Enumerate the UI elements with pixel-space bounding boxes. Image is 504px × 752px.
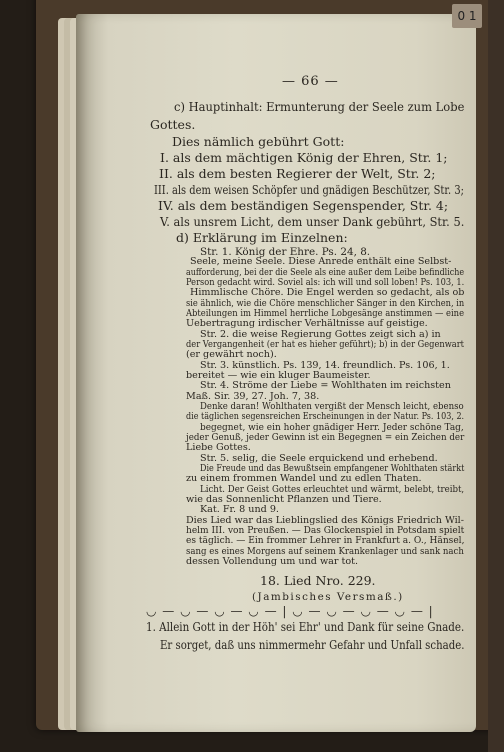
text-line: II. als dem besten Regierer der Welt, Str. 2; — [159, 166, 436, 181]
text-line: Himmlische Chöre. Die Engel werden so gedacht, als ob — [190, 287, 465, 299]
text-line: aufforderung, bei der die Seele als eine außer dem Leibe befindliche — [186, 266, 465, 278]
text-line: Str. 5. selig, die Seele erquickend und erhebend. — [200, 452, 438, 464]
verse-line: Er sorget, daß uns nimmermehr Gefahr und Unfall schade. — [160, 637, 465, 652]
text-line: Str. 4. Ströme der Liebe = Wohlthaten im reichsten — [200, 380, 451, 392]
song-heading: 18. Lied Nro. 229. — [260, 573, 376, 588]
book-spine — [488, 0, 504, 752]
text-line: Seele, meine Seele. Diese Anrede enthält eine Selbst- — [190, 256, 452, 268]
text-line: Dies Lied war das Lieblingslied des Königs Friedrich Wil- — [186, 514, 464, 526]
text-line: Die Freude und das Bewußtsein empfangener Wohlthaten stärkt — [200, 463, 465, 474]
text-line: Liebe Gottes. — [186, 442, 251, 454]
text-line: Maß. Sir. 39, 27. Joh. 7, 38. — [186, 390, 320, 402]
text-line: Dies nämlich gebührt Gott: — [172, 134, 345, 149]
text-line: dessen Vollendung um und war tot. — [186, 556, 359, 567]
thumb-tab: 0 1 — [452, 4, 482, 28]
verse-line: 1. Allein Gott in der Höh' sei Ehr' und Dank für seine Gnade. — [146, 619, 465, 634]
text-line: V. als unsrem Licht, dem unser Dank gebührt, Str. 5. — [160, 214, 465, 229]
text-line: die täglichen segensreichen Erscheinungen in der Natur. Ps. 103, 2. — [186, 411, 465, 423]
text-line: es täglich. — Ein frommer Lehrer in Frankfurt a. O., Hänsel, — [186, 535, 465, 547]
text-line: c) Hauptinhalt: Ermunterung der Seele zum Lobe — [174, 99, 465, 114]
text-line: Uebertragung irdischer Verhältnisse auf geistige. — [186, 318, 428, 330]
meter-label: (Jambisches Versmaß.) — [252, 591, 404, 603]
text-line: Denke daran! Wohlthaten vergißt der Mensch leicht, ebenso — [200, 401, 464, 412]
text-line: Str. 2. die weise Regierung Gottes zeigt sich a) in — [200, 328, 441, 340]
text-line: Str. 1. König der Ehre. Ps. 24, 8. — [200, 246, 371, 258]
text-line: sie ähnlich, wie die Chöre menschlicher Sänger in den Kirchen, in — [186, 297, 465, 309]
text-line: zu einem frommen Wandel und zu edlen Thaten. — [186, 473, 422, 485]
text-line: Gottes. — [150, 117, 196, 132]
text-line: Abteilungen im Himmel herrliche Lobgesänge anstimmen — eine — [186, 308, 465, 319]
text-line: begegnet, wie ein hoher gnädiger Herr. Jeder schöne Tag, — [200, 421, 464, 433]
text-line: wie das Sonnenlicht Pflanzen und Tiere. — [186, 494, 382, 505]
text-line: d) Erklärung im Einzelnen: — [176, 230, 348, 245]
text-line: bereitet — wie ein kluger Baumeister. — [186, 370, 371, 381]
text-line: (er gewährt noch). — [186, 349, 277, 361]
text-line: sang es eines Morgens auf seinem Krankenlager und sank nach — [186, 545, 464, 557]
meter-pattern: ◡ — ◡ — ◡ — ◡ — | ◡ — ◡ — ◡ — ◡ — | — [146, 604, 434, 618]
text-line: III. als dem weisen Schöpfer und gnädigen Beschützer, Str. 3; — [154, 182, 464, 197]
text-line: Licht. Der Geist Gottes erleuchtet und wärmt, belebt, treibt, — [200, 483, 465, 495]
text-line: der Vergangenheit (er hat es hieher geführt); b) in der Gegenwart — [186, 339, 465, 350]
text-line: Person gedacht wird. Soviel als: ich will und soll loben! Ps. 103, 1. — [186, 277, 465, 288]
text-line: jeder Genuß, jeder Gewinn ist ein Begegnen = ein Zeichen der — [186, 432, 465, 443]
text-line: I. als dem mächtigen König der Ehren, Str. 1; — [160, 150, 448, 165]
text-line: helm III. von Preußen. — Das Glockenspiel in Potsdam spielt — [186, 525, 465, 536]
text-line: IV. als dem beständigen Segenspender, Str. 4; — [158, 198, 449, 213]
text-line: Str. 3. künstlich. Ps. 139, 14. freundlich. Ps. 106, 1. — [200, 359, 450, 371]
text-line: Kat. Fr. 8 und 9. — [200, 504, 279, 516]
page-number: — 66 — — [282, 74, 339, 89]
